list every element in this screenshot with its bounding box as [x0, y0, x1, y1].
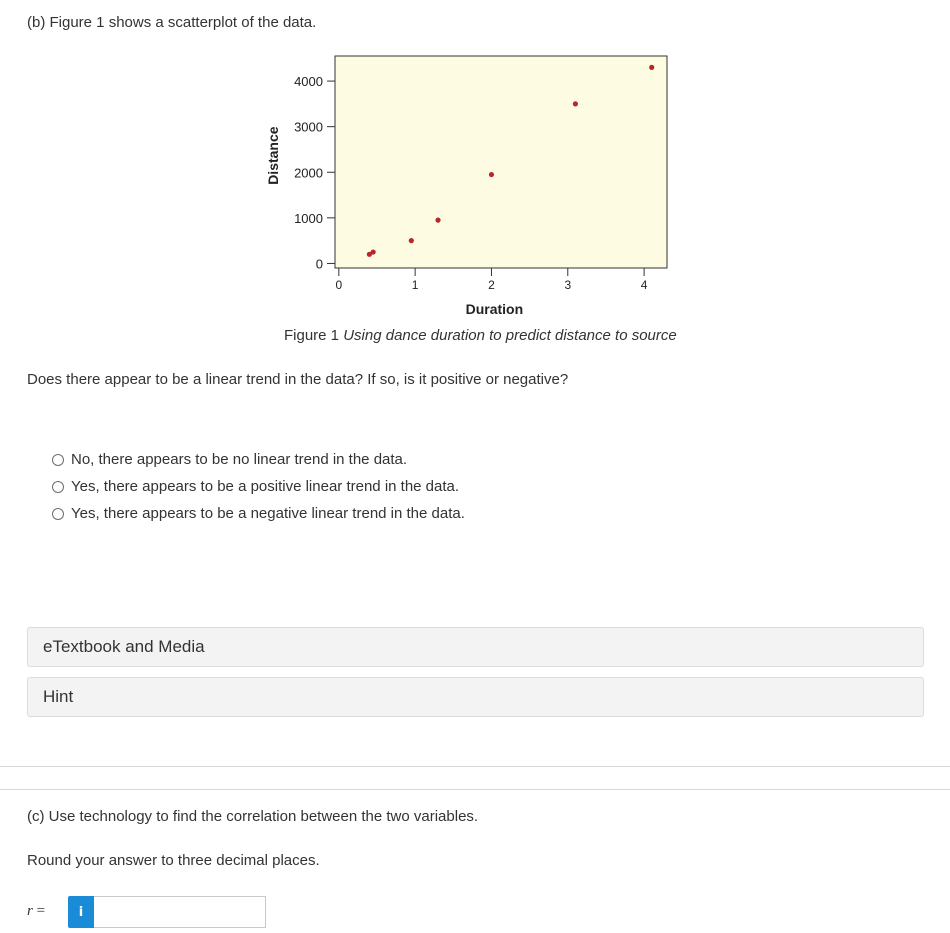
scatterplot-svg — [255, 50, 685, 320]
radio-negative-trend[interactable] — [52, 508, 64, 520]
part-c-intro: (c) Use technology to find the correlation between the two variables. — [27, 808, 479, 825]
etextbook-media-panel[interactable] — [27, 627, 924, 667]
part-b-intro: (b) Figure 1 shows a scatterplot of the data. — [27, 14, 317, 31]
option-negative-trend[interactable] — [52, 500, 465, 527]
figure-caption — [284, 327, 677, 344]
option-no-trend[interactable] — [52, 446, 465, 473]
x-tick-label: 1 — [411, 278, 419, 292]
radio-no-trend[interactable] — [52, 454, 64, 466]
y-tick-label: 0 — [315, 256, 323, 272]
data-point — [435, 218, 440, 223]
y-axis-label: Distance — [265, 126, 281, 185]
data-point — [489, 172, 494, 177]
data-point — [573, 101, 578, 106]
hint-panel[interactable] — [27, 677, 924, 717]
x-tick-label: 4 — [640, 278, 648, 292]
r-label — [27, 903, 45, 920]
y-tick-label: 2000 — [294, 165, 323, 181]
etextbook-media-label: eTextbook and Media — [43, 637, 205, 656]
y-tick-label: 3000 — [294, 119, 323, 135]
divider — [0, 766, 950, 767]
trend-options — [52, 446, 465, 527]
scatterplot-figure — [255, 50, 685, 320]
data-point — [371, 249, 376, 254]
x-axis-label: Duration — [465, 301, 524, 317]
y-tick-label: 1000 — [294, 210, 323, 226]
hint-label: Hint — [43, 687, 74, 706]
option-positive-trend[interactable] — [52, 473, 465, 500]
radio-positive-trend[interactable] — [52, 481, 64, 493]
x-tick-label: 0 — [335, 278, 343, 292]
x-tick-label: 2 — [488, 278, 495, 292]
r-equals: = — [32, 903, 46, 919]
data-point — [649, 65, 654, 70]
figure-caption-text: Using dance duration to predict distance to source — [343, 327, 677, 344]
option-negative-trend-label: Yes, there appears to be a negative linear trend in the data. — [71, 505, 465, 522]
figure-caption-number: Figure 1 — [284, 327, 340, 344]
option-positive-trend-label: Yes, there appears to be a positive linear trend in the data. — [71, 478, 460, 495]
plot-area — [335, 56, 667, 268]
data-point — [409, 238, 414, 243]
option-no-trend-label: No, there appears to be no linear trend in the data. — [71, 451, 408, 468]
round-instruction: Round your answer to three decimal places. — [27, 852, 320, 869]
trend-question: Does there appear to be a linear trend in the data? If so, is it positive or negative? — [27, 371, 569, 388]
divider — [0, 789, 950, 790]
r-variable: r — [27, 903, 33, 919]
correlation-answer-input[interactable] — [94, 896, 266, 928]
y-tick-label: 4000 — [294, 74, 323, 90]
info-icon[interactable]: i — [68, 896, 94, 928]
x-tick-label: 3 — [564, 278, 572, 292]
